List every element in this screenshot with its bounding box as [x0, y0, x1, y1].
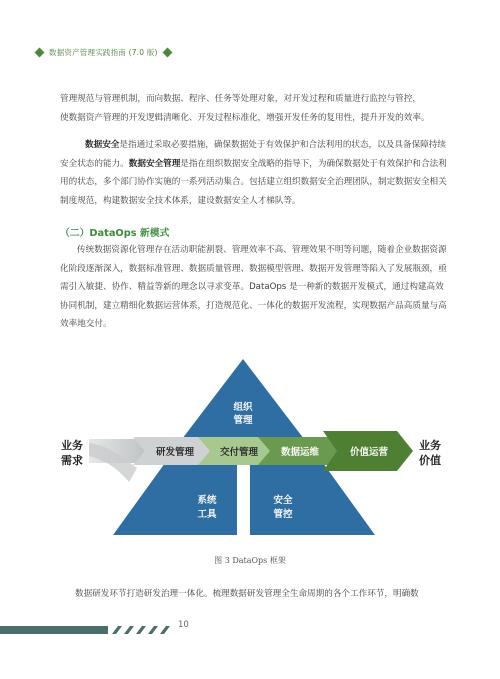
bottom-right-line2: 管控 [273, 509, 293, 520]
running-header [36, 47, 171, 58]
footer-stripe-bar [0, 624, 175, 636]
diamond-icon [162, 48, 172, 58]
dataops-framework-diagram [45, 356, 457, 544]
stage-label-value: 价值运营 [349, 447, 389, 458]
term-data-security-management: 数据安全管理 [128, 158, 181, 169]
paragraph-data-security [60, 136, 448, 210]
stage-label-ops: 数据运维 [280, 447, 320, 458]
diamond-icon [35, 48, 45, 58]
top-region-line2: 管理 [233, 415, 253, 426]
bottom-right-line1: 安全 [273, 495, 293, 506]
left-label-line1: 业务 [61, 439, 83, 452]
triangle-top [182, 359, 304, 439]
stage-label-rd: 研发管理 [155, 447, 195, 458]
paragraph-rd-integration: 数据研发环节打造研发治理一体化。梳理数据研发管理全生命周期的各个工作环节，明确数 [75, 589, 419, 599]
top-region-line1: 组织 [233, 402, 253, 413]
bottom-left-line2: 工具 [197, 509, 217, 520]
paragraph-line: 使数据资产管理的开发逻辑清晰化、开发过程标准化，增强开发任务的复用性，提升开发的效率。 [60, 112, 430, 123]
paragraph-dataops: 传统数据资源化管理存在活动职能割裂、管理效率不高、管理效果不明等问题，随着企业数据资源化阶段逐渐深入，数据标准管理、数据质量管理、数据模型管理、数据开发管理等陷入了发展瓶颈，亟需引入敏捷、协作、精益等新的理念以寻求变革。DataOps 是一种新的数据开发模式，通过构建高效协同机制，建立精细化数据运营体系，打造规范化、一体化的数据开发流程，实现数据产品高质量与高效率地交付。 [60, 245, 447, 329]
bottom-left-line1: 系统 [197, 495, 217, 506]
page-number: 10 [178, 620, 189, 630]
section-heading: （二）DataOps 新模式 [60, 228, 170, 239]
term-data-security: 数据安全 [85, 140, 120, 150]
paragraph-development-management [60, 90, 448, 127]
paragraph-line: 管理规范与管理机制，而向数据、程序、任务等处理对象，对开发过程和质量进行监控与管控， [60, 94, 421, 104]
left-label-line2: 需求 [61, 454, 83, 467]
paragraph-text: 是指在组织数据安全战略的指导下，为确保数据处于有效保护和合法利用的状态，多个部门协作实施的一系列活动集合。包括建立组织数据安全治理团队，制定数据安全相关制度规范，构建数据安全技术体系，建设数据安全人才梯队等。 [60, 158, 447, 206]
header-title: 数据资产管理实践指南 (7.0 版) [49, 48, 158, 57]
figure-caption: 图 3 DataOps 框架 [214, 556, 286, 565]
right-label-line1: 业务 [419, 439, 441, 452]
triangle-bottom-right [250, 463, 375, 535]
paragraph-text: 是指通过采取必要措施，确保数据处于有效保护和合法利用的状态，以及具备保障持续安全状态的能力。 [60, 140, 446, 169]
right-label-line2: 价值 [419, 454, 441, 467]
stage-label-delivery: 交付管理 [219, 447, 259, 458]
